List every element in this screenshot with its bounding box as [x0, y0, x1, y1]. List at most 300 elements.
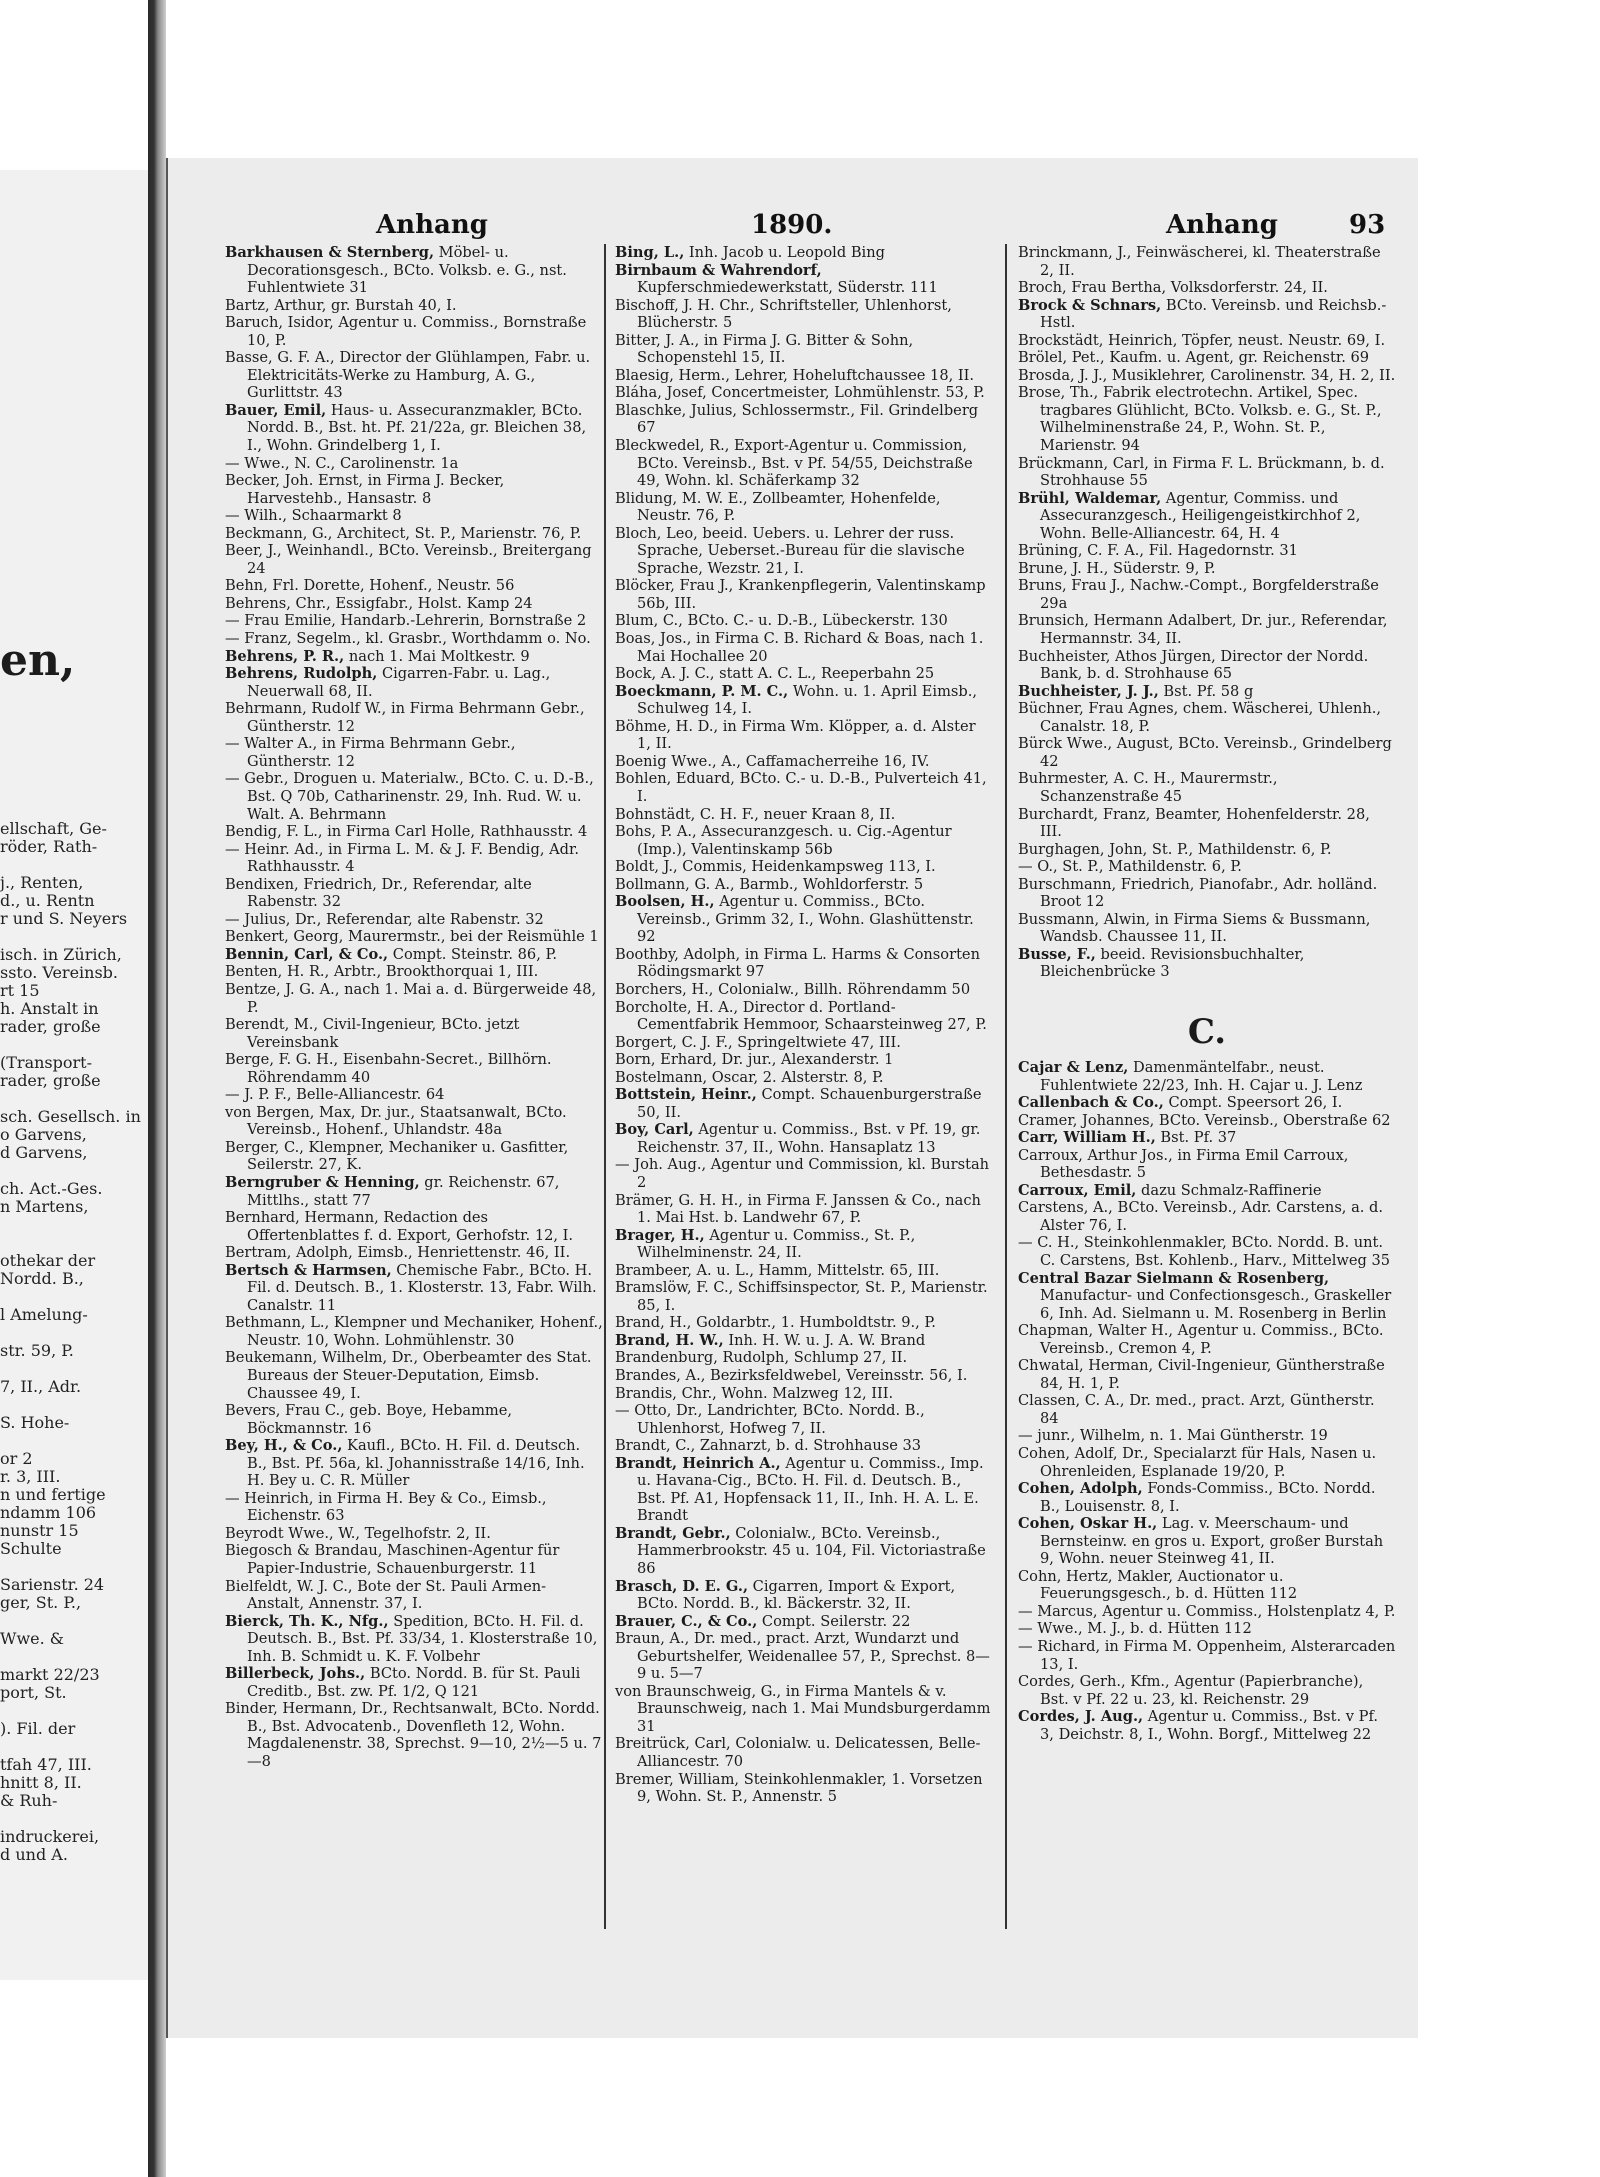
entry-text: Bielfeldt, W. J. C., Bote der St. Pauli Armen-Anstalt, Annenstr. 37, I.	[225, 1577, 547, 1613]
directory-entry	[225, 1244, 603, 1262]
directory-entry	[225, 1086, 603, 1104]
directory-entry	[615, 1192, 993, 1227]
entry-text: Cigarren, Import & Export, BCto. Nordd. B., kl. Bäckerstr. 32, II.	[637, 1577, 956, 1613]
fragment-line: isch. in Zürich,	[0, 946, 122, 964]
entry-text: — J. P. F., Belle-Alliancestr. 64	[225, 1086, 445, 1104]
directory-entry	[615, 332, 993, 367]
entry-text: Compt. Speersort 26, I.	[1163, 1094, 1343, 1112]
entry-text: Büchner, Frau Agnes, chem. Wäscherei, Uhlenh., Canalstr. 18, P.	[1018, 700, 1381, 735]
directory-entry	[225, 314, 603, 349]
directory-entry	[1018, 700, 1396, 735]
directory-entry	[225, 349, 603, 402]
page-number: 93	[1349, 210, 1386, 240]
entry-text: Blaschke, Julius, Schlossermstr., Fil. Grindelberg 67	[615, 401, 979, 437]
entry-text: Brosda, J. J., Musiklehrer, Carolinenstr. 34, H. 2, II.	[1018, 366, 1396, 384]
entry-text: Borcholte, H. A., Director d. Portland-Cementfabrik Hemmoor, Schaarsteinweg 27, P.	[615, 998, 987, 1034]
entry-text: — Franz, Segelm., kl. Grasbr., Worthdamm o. No.	[225, 630, 591, 648]
entry-name-bold: Buchheister, J. J.,	[1018, 682, 1159, 700]
book-gutter	[148, 0, 166, 2177]
entry-name-bold: Bing, L.,	[615, 244, 685, 261]
entry-text: Agentur, Commiss. und Assecuranzgesch., Heiligengeistkirchhof 2, Wohn. Belle-Alliancestr. 64, H. 4	[1040, 489, 1361, 542]
entry-text: — junr., Wilhelm, n. 1. Mai Güntherstr. 19	[1018, 1427, 1328, 1445]
entry-text: Brandenburg, Rudolph, Schlump 27, II.	[615, 1349, 908, 1367]
entry-text: gr. Reichenstr. 67, Mittlhs., statt 77	[247, 1173, 560, 1209]
entry-text: Classen, C. A., Dr. med., pract. Arzt, Güntherstr. 84	[1018, 1392, 1375, 1427]
entry-text: Bramslöw, F. C., Schiffsinspector, St. P., Marienstr. 85, I.	[615, 1279, 988, 1314]
directory-entry	[1018, 1708, 1396, 1743]
entry-text: Brölel, Pet., Kaufm. u. Agent, gr. Reichenstr. 69	[1018, 349, 1370, 367]
entry-name-bold: Brock & Schnars,	[1018, 296, 1162, 314]
directory-column-1	[225, 244, 603, 1771]
directory-entry	[615, 1367, 993, 1385]
entry-text: Brinckmann, J., Feinwäscherei, kl. Theaterstraße 2, II.	[1018, 244, 1381, 279]
entry-text: Bst. Pf. 37	[1155, 1129, 1237, 1147]
directory-entry	[615, 1630, 993, 1683]
entry-text: Brand, H., Goldarbtr., 1. Humboldtstr. 9., P.	[615, 1314, 936, 1332]
fragment-line: r. 3, III.	[0, 1468, 61, 1486]
fragment-line: d und A.	[0, 1846, 68, 1864]
directory-entry	[1018, 1445, 1396, 1480]
directory-entry	[1018, 1182, 1396, 1200]
directory-entry	[1018, 1568, 1396, 1603]
directory-entry	[615, 1613, 993, 1631]
entry-text: Brückmann, Carl, in Firma F. L. Brückmann, b. d. Strohhause 55	[1018, 454, 1385, 490]
directory-entry	[615, 1069, 993, 1087]
entry-name-bold: Boolsen, H.,	[615, 893, 715, 911]
fragment-line: rt 15	[0, 982, 40, 1000]
directory-entry	[1018, 1094, 1396, 1112]
entry-name-bold: Bottstein, Heinr.,	[615, 1086, 757, 1104]
entry-text: Broch, Frau Bertha, Volksdorferstr. 24, II.	[1018, 279, 1328, 297]
entry-text: Bollmann, G. A., Barmb., Wohldorferstr. 5	[615, 875, 924, 893]
directory-entry	[1018, 297, 1396, 332]
entry-name-bold: Carroux, Emil,	[1018, 1181, 1137, 1199]
directory-entry	[615, 981, 993, 999]
directory-entry	[615, 490, 993, 525]
entry-text: Bruns, Frau J., Nachw.-Compt., Borgfelderstraße 29a	[1018, 577, 1379, 612]
entry-text: Blum, C., BCto. C.- u. D.-B., Lübeckerstr. 130	[615, 612, 948, 630]
directory-entry	[615, 1314, 993, 1332]
entry-text: Bohs, P. A., Assecuranzgesch. u. Cig.-Agentur (Imp.), Valentinskamp 56b	[615, 823, 952, 858]
directory-entry	[225, 823, 603, 841]
entry-name-bold: Central Bazar Sielmann & Rosenberg,	[1018, 1269, 1330, 1287]
fragment-line: ch. Act.-Ges.	[0, 1180, 103, 1198]
entry-text: Bendixen, Friedrich, Dr., Referendar, alte Rabenstr. 32	[225, 875, 532, 911]
entry-text: Möbel- u. Decorationsgesch., BCto. Volksb. e. G., nst. Fuhlentwiete 31	[247, 244, 567, 297]
entry-name-bold: Berngruber & Henning,	[225, 1173, 420, 1191]
fragment-line: n Martens,	[0, 1198, 89, 1216]
entry-text: Borchers, H., Colonialw., Billh. Röhrendamm 50	[615, 980, 971, 998]
entry-text: Beyrodt Wwe., W., Tegelhofstr. 2, II.	[225, 1524, 491, 1542]
directory-entry	[225, 1542, 603, 1577]
entry-text: — Heinr. Ad., in Firma L. M. & J. F. Bendig, Adr. Rathhausstr. 4	[225, 840, 579, 876]
fragment-line: d Garvens,	[0, 1144, 88, 1162]
directory-entry	[1018, 349, 1396, 367]
directory-entry	[225, 770, 603, 823]
directory-entry	[615, 367, 993, 385]
fragment-line: Nordd. B.,	[0, 1270, 84, 1288]
directory-entry	[225, 1262, 603, 1315]
entry-text: Brandis, Chr., Wohn. Malzweg 12, III.	[615, 1384, 894, 1402]
directory-entry	[225, 1578, 603, 1613]
entry-name-bold: Bertsch & Harmsen,	[225, 1261, 392, 1279]
entry-text: Brandes, A., Bezirksfeldwebel, Vereinsstr. 56, I.	[615, 1367, 968, 1384]
entry-text: — Walter A., in Firma Behrmann Gebr., Güntherstr. 12	[225, 735, 516, 770]
entry-text: Carstens, A., BCto. Vereinsb., Adr. Carstens, a. d. Alster 76, I.	[1018, 1199, 1384, 1234]
entry-text: Bohlen, Eduard, BCto. C.- u. D.-B., Pulverteich 41, I.	[615, 770, 987, 805]
header-year: 1890.	[751, 210, 833, 240]
directory-entry	[1018, 1427, 1396, 1445]
directory-entry	[1018, 455, 1396, 490]
entry-text: Berger, C., Klempner, Mechaniker u. Gasfitter, Seilerstr. 27, K.	[225, 1138, 569, 1174]
directory-entry	[615, 1437, 993, 1455]
entry-text: Bendig, F. L., in Firma Carl Holle, Rathhausstr. 4	[225, 823, 588, 841]
directory-entry	[1018, 279, 1396, 297]
entry-text: nach 1. Mai Moltkestr. 9	[344, 647, 530, 665]
fragment-line: Schulte	[0, 1540, 62, 1558]
directory-entry	[615, 1525, 993, 1578]
entry-name-bold: Bey, H., & Co.,	[225, 1437, 343, 1455]
entry-name-bold: Carr, William H.,	[1018, 1129, 1156, 1147]
directory-entry	[225, 1016, 603, 1051]
entry-text: Beckmann, G., Architect, St. P., Marienstr. 76, P.	[225, 524, 582, 542]
entry-text: Bussmann, Alwin, in Firma Siems & Bussmann, Wandsb. Chaussee 11, II.	[1018, 910, 1371, 946]
entry-name-bold: Behrens, P. R.,	[225, 647, 345, 665]
entry-text: Agentur u. Commiss., Imp. u. Havana-Cig., BCto. H. Fil. d. Deutsch. B., Bst. Pf. A1, Hopfensack 11, II., Inh. H. A. L. E. Brandt	[637, 1454, 984, 1525]
fragment-line: ssto. Vereinsb.	[0, 964, 119, 982]
entry-text: Born, Erhard, Dr. jur., Alexanderstr. 1	[615, 1051, 894, 1069]
directory-entry	[225, 1104, 603, 1139]
entry-text: Burghagen, John, St. P., Mathildenstr. 6, P.	[1018, 840, 1332, 858]
directory-entry	[615, 384, 993, 402]
fragment-line: & Ruh-	[0, 1792, 58, 1810]
directory-entry	[225, 1613, 603, 1666]
entry-text: Colonialw., BCto. Vereinsb., Hammerbrookstr. 45 u. 104, Fil. Victoriastraße 86	[637, 1524, 986, 1578]
directory-entry	[225, 876, 603, 911]
fragment-heading: en,	[0, 635, 76, 686]
directory-entry	[225, 648, 603, 666]
fragment-line: rader, große	[0, 1018, 101, 1036]
entry-text: Brockstädt, Heinrich, Töpfer, neust. Neustr. 69, I.	[1018, 331, 1386, 349]
entry-text: — Frau Emilie, Handarb.-Lehrerin, Bornstraße 2	[225, 612, 587, 630]
directory-entry	[225, 1209, 603, 1244]
section-letter: C.	[1187, 1011, 1227, 1052]
entry-text: Bostelmann, Oscar, 2. Alsterstr. 8, P.	[615, 1068, 884, 1086]
entry-text: Bohnstädt, C. H. F., neuer Kraan 8, II.	[615, 805, 896, 823]
entry-text: Agentur u. Commiss., St. P., Wilhelminenstr. 24, II.	[637, 1226, 916, 1262]
directory-entry	[225, 402, 603, 455]
directory-entry	[615, 1262, 993, 1280]
directory-entry	[225, 1490, 603, 1525]
fragment-line: Wwe. &	[0, 1630, 65, 1648]
directory-entry	[225, 630, 603, 648]
directory-entry	[225, 963, 603, 981]
directory-entry	[1018, 1147, 1396, 1182]
entry-text: BCto. Nordd. B. für St. Pauli Creditb., Bst. zw. Pf. 1/2, Q 121	[247, 1665, 581, 1700]
entry-text: Behrmann, Rudolf W., in Firma Behrmann Gebr., Güntherstr. 12	[225, 700, 585, 735]
entry-text: Manufactur- und Confectionsgesch., Graskeller 6, Inh. Ad. Sielmann u. M. Rosenberg in Berlin	[1040, 1287, 1392, 1322]
entry-text: von Bergen, Max, Dr. jur., Staatsanwalt, BCto. Vereinsb., Hohenf., Uhlandstr. 48a	[225, 1103, 567, 1139]
directory-entry	[615, 683, 993, 718]
entry-text: — Julius, Dr., Referendar, alte Rabenstr. 32	[225, 910, 544, 928]
entry-text: Bremer, William, Steinkohlenmakler, 1. Vorsetzen 9, Wohn. St. P., Annenstr. 5	[615, 1770, 983, 1806]
column-rule	[604, 244, 606, 1929]
entry-text: Chemische Fabr., BCto. H. Fil. d. Deutsch. B., 1. Klosterstr. 13, Fabr. Wilh. Canalstr. 11	[247, 1261, 597, 1314]
entry-name-bold: Behrens, Rudolph,	[225, 665, 378, 683]
entry-text: Baruch, Isidor, Agentur u. Commiss., Bornstraße 10, P.	[225, 314, 587, 349]
directory-entry	[1018, 683, 1396, 701]
directory-entry	[1018, 560, 1396, 578]
directory-entry	[1018, 542, 1396, 560]
directory-entry	[225, 735, 603, 770]
directory-entry	[1018, 1234, 1396, 1269]
entry-text: Brambeer, A. u. L., Hamm, Mittelstr. 65, III.	[615, 1261, 940, 1279]
entry-text: Fonds-Commiss., BCto. Nordd. B., Louisenstr. 8, I.	[1040, 1480, 1376, 1515]
entry-text: — Marcus, Agentur u. Commiss., Holstenplatz 4, P.	[1018, 1602, 1396, 1620]
entry-text: Bischoff, J. H. Chr., Schriftsteller, Uhlenhorst, Blücherstr. 5	[615, 296, 952, 332]
fragment-line: port, St.	[0, 1684, 67, 1702]
entry-name-bold: Boy, Carl,	[615, 1121, 694, 1139]
directory-entry	[1018, 841, 1396, 859]
entry-text: Damenmäntelfabr., neust. Fuhlentwiete 22/23, Inh. H. Cajar u. J. Lenz	[1040, 1058, 1363, 1094]
directory-entry	[615, 1279, 993, 1314]
entry-text: Brandt, C., Zahnarzt, b. d. Strohhause 33	[615, 1437, 922, 1455]
directory-entry	[1018, 612, 1396, 647]
directory-entry	[1018, 1673, 1396, 1708]
directory-entry	[225, 1437, 603, 1490]
entry-text: Burchardt, Franz, Beamter, Hohenfelderstr. 28, III.	[1018, 805, 1370, 841]
entry-text: Wohn. u. 1. April Eimsb., Schulweg 14, I.	[637, 682, 978, 718]
entry-text: — Richard, in Firma M. Oppenheim, Alsterarcaden 13, I.	[1018, 1638, 1396, 1673]
entry-name-bold: Bauer, Emil,	[225, 401, 327, 419]
directory-entry	[615, 770, 993, 805]
directory-entry	[225, 472, 603, 507]
directory-entry	[615, 1121, 993, 1156]
entry-text: Boas, Jos., in Firma C. B. Richard & Boas, nach 1. Mai Hochallee 20	[615, 630, 984, 665]
entry-name-bold: Brand, H. W.,	[615, 1331, 724, 1349]
entry-name-bold: Billerbeck, Johs.,	[225, 1665, 366, 1683]
entry-name-bold: Brandt, Heinrich A.,	[615, 1454, 781, 1472]
entry-text: Boldt, J., Commis, Heidenkampsweg 113, I.	[615, 858, 936, 876]
directory-entry	[1018, 1638, 1396, 1673]
entry-text: Kaufl., BCto. H. Fil. d. Deutsch. B., Bst. Pf. 56a, kl. Johannisstraße 14/16, Inh. H. Bey u. C. R. Müller	[247, 1437, 585, 1490]
entry-text: Cordes, Gerh., Kfm., Agentur (Papierbranche), Bst. v Pf. 22 u. 23, kl. Reichenstr. 29	[1018, 1673, 1364, 1708]
directory-entry	[1018, 244, 1396, 279]
entry-text: Agentur u. Commiss., Bst. v Pf. 3, Deichstr. 8, I., Wohn. Borgf., Mittelweg 22	[1040, 1708, 1379, 1743]
entry-text: Inh. Jacob u. Leopold Bing	[684, 244, 885, 261]
entry-text: Bst. Pf. 58 g	[1158, 682, 1254, 700]
directory-entry	[1018, 332, 1396, 350]
fragment-line: markt 22/23	[0, 1666, 100, 1684]
entry-text: Binder, Hermann, Dr., Rechtsanwalt, BCto. Nordd. B., Bst. Advocatenb., Dovenfleth 12, Wohn. Magdalenenstr. 38, Sprechst. 9—10, 2½—5 u. 7—8	[225, 1700, 602, 1771]
directory-entry	[225, 1525, 603, 1543]
directory-entry	[225, 455, 603, 473]
directory-entry	[1018, 367, 1396, 385]
directory-entry	[615, 806, 993, 824]
entry-text: Becker, Joh. Ernst, in Firma J. Becker, Harvestehb., Hansastr. 8	[225, 472, 505, 507]
directory-entry	[225, 911, 603, 929]
directory-entry	[615, 1455, 993, 1525]
directory-entry	[225, 700, 603, 735]
directory-entry	[615, 244, 993, 262]
entry-name-bold: Birnbaum & Wahrendorf,	[615, 261, 822, 279]
entry-text: Beukemann, Wilhelm, Dr., Oberbeamter des Stat. Bureaus der Steuer-Deputation, Eimsb. Chaussee 49, I.	[225, 1349, 592, 1402]
entry-name-bold: Bierck, Th. K., Nfg.,	[225, 1612, 389, 1630]
fragment-line: n und fertige	[0, 1486, 106, 1504]
directory-entry	[225, 1174, 603, 1209]
fragment-line: (Transport-	[0, 1054, 92, 1072]
entry-text: Bertram, Adolph, Eimsb., Henriettenstr. 46, II.	[225, 1244, 571, 1262]
entry-text: Basse, G. F. A., Director der Glühlampen, Fabr. u. Elektricitäts-Werke zu Hamburg, A. G., Gurlittstr. 43	[225, 349, 591, 402]
entry-text: Boenig Wwe., A., Caffamacherreihe 16, IV.	[615, 752, 930, 770]
fragment-line: 7, II., Adr.	[0, 1378, 82, 1396]
directory-entry	[1018, 911, 1396, 946]
entry-text: Benkert, Georg, Maurermstr., bei der Reismühle 1	[225, 928, 599, 946]
entry-text: Buchheister, Athos Jürgen, Director der Nordd. Bank, b. d. Strohhause 65	[1018, 647, 1369, 683]
fragment-line: ger, St. P.,	[0, 1594, 82, 1612]
fragment-line: hnitt 8, II.	[0, 1774, 82, 1792]
entry-text: — Gebr., Droguen u. Materialw., BCto. C. u. D.-B., Bst. Q 70b, Catharinenstr. 29, Inh. Rud. W. u. Walt. A. Behrmann	[225, 770, 594, 823]
entry-text: beeid. Revisionsbuchhalter, Bleichenbrücke 3	[1040, 945, 1305, 981]
entry-text: Bethmann, L., Klempner und Mechaniker, Hohenf., Neustr. 10, Wohn. Lohmühlenstr. 30	[225, 1314, 603, 1349]
directory-entry	[225, 1139, 603, 1174]
directory-entry	[1018, 1357, 1396, 1392]
entry-text: Blöcker, Frau J., Krankenpflegerin, Valentinskamp 56b, III.	[615, 577, 986, 612]
directory-entry	[615, 437, 993, 490]
fragment-line: o Garvens,	[0, 1126, 87, 1144]
directory-entry	[1018, 1112, 1396, 1130]
fragment-line: ellschaft, Ge-	[0, 820, 107, 838]
directory-entry	[1018, 1392, 1396, 1427]
entry-text: Cohn, Hertz, Makler, Auctionator u. Feuerungsgesch., b. d. Hütten 112	[1018, 1567, 1298, 1603]
entry-text: Spedition, BCto. H. Fil. d. Deutsch. B., Bst. Pf. 33/34, 1. Klosterstraße 10, Inh. B. Schmidt u. K. F. Volbehr	[247, 1612, 598, 1665]
directory-entry	[1018, 648, 1396, 683]
directory-entry	[615, 1156, 993, 1191]
fragment-line: ). Fil. der	[0, 1720, 76, 1738]
entry-name-bold: Cohen, Adolph,	[1018, 1480, 1143, 1498]
entry-name-bold: Barkhausen & Sternberg,	[225, 244, 435, 261]
fragment-line: d., u. Rentn	[0, 892, 95, 910]
entry-text: Braun, A., Dr. med., pract. Arzt, Wundarzt und Geburtshelfer, Weidenallee 57, P., Sprechst. 8—9 u. 5—7	[615, 1630, 990, 1683]
directory-entry	[225, 981, 603, 1016]
fragment-line: S. Hohe-	[0, 1414, 70, 1432]
entry-text: BCto. Vereinsb. und Reichsb.-Hstl.	[1040, 296, 1387, 332]
entry-name-bold: Cohen, Oskar H.,	[1018, 1515, 1158, 1533]
entry-text: — Otto, Dr., Landrichter, BCto. Nordd. B., Uhlenhorst, Hofweg 7, II.	[615, 1402, 925, 1437]
entry-text: dazu Schmalz-Raffinerie	[1136, 1181, 1322, 1199]
directory-entry	[615, 665, 993, 683]
fragment-line: ndamm 106	[0, 1504, 97, 1522]
directory-entry	[1018, 384, 1396, 454]
entry-text: Bentze, J. G. A., nach 1. Mai a. d. Bürgerweide 48, P.	[225, 980, 597, 1016]
directory-entry	[1018, 806, 1396, 841]
entry-text: Brämer, G. H. H., in Firma F. Janssen & Co., nach 1. Mai Hst. b. Landwehr 67, P.	[615, 1191, 981, 1227]
entry-text: — Wwe., M. J., b. d. Hütten 112	[1018, 1620, 1252, 1638]
entry-text: Berendt, M., Civil-Ingenieur, BCto. jetzt Vereinsbank	[225, 1016, 520, 1051]
entry-text: Breitrück, Carl, Colonialw. u. Delicatessen, Belle-Alliancestr. 70	[615, 1735, 981, 1771]
directory-entry	[225, 577, 603, 595]
entry-text: Biegosch & Brandau, Maschinen-Agentur für Papier-Industrie, Schauenburgerstr. 11	[225, 1542, 560, 1578]
directory-entry	[1018, 490, 1396, 543]
entry-text: Bernhard, Hermann, Redaction des Offertenblattes f. d. Export, Gerhofstr. 12, I.	[225, 1209, 574, 1244]
entry-text: — Wwe., N. C., Carolinenstr. 1a	[225, 454, 459, 472]
fragment-line: rader, große	[0, 1072, 101, 1090]
entry-text: Behn, Frl. Dorette, Hohenf., Neustr. 56	[225, 577, 515, 595]
directory-entry	[1018, 1620, 1396, 1638]
entry-text: — O., St. P., Mathildenstr. 6, P.	[1018, 858, 1242, 876]
entry-text: Bevers, Frau C., geb. Boye, Hebamme, Böckmannstr. 16	[225, 1402, 513, 1437]
directory-entry	[225, 1665, 603, 1700]
directory-entry	[225, 244, 603, 297]
directory-entry	[1018, 1059, 1396, 1094]
directory-entry	[615, 823, 993, 858]
entry-text: Haus- u. Assecuranzmakler, BCto. Nordd. B., Bst. ht. Pf. 21/22a, gr. Bleichen 38, I., Wohn. Grindelberg 1, I.	[247, 401, 587, 455]
directory-entry	[615, 1735, 993, 1770]
directory-entry	[225, 1349, 603, 1402]
directory-entry	[225, 1700, 603, 1770]
directory-entry	[1018, 1515, 1396, 1568]
directory-entry	[1018, 735, 1396, 770]
fragment-line: sch. Gesellsch. in	[0, 1108, 141, 1126]
entry-text: Brunsich, Hermann Adalbert, Dr. jur., Referendar, Hermannstr. 34, II.	[1018, 612, 1388, 648]
entry-text: Kupferschmiedewerkstatt, Süderstr. 111	[637, 279, 938, 297]
entry-text: — Wilh., Schaarmarkt 8	[225, 507, 402, 525]
directory-entry	[1018, 876, 1396, 911]
directory-entry	[615, 1051, 993, 1069]
entry-text: Bartz, Arthur, gr. Burstah 40, I.	[225, 296, 457, 314]
directory-entry	[225, 841, 603, 876]
entry-text: Borgert, C. J. F., Springeltwiete 47, III.	[615, 1033, 901, 1051]
entry-text: Beer, J., Weinhandl., BCto. Vereinsb., Breitergang 24	[225, 542, 592, 577]
entry-name-bold: Busse, F.,	[1018, 945, 1096, 963]
directory-entry	[615, 1332, 993, 1350]
fragment-line: l Amelung-	[0, 1306, 88, 1324]
entry-name-bold: Brasch, D. E. G.,	[615, 1577, 749, 1595]
directory-entry	[1018, 1270, 1396, 1323]
directory-entry	[225, 542, 603, 577]
directory-entry	[1018, 1199, 1396, 1234]
entry-text: Benten, H. R., Arbtr., Brookthorquai 1, III.	[225, 963, 539, 981]
directory-entry	[1018, 946, 1396, 981]
entry-text: Chapman, Walter H., Agentur u. Commiss., BCto. Vereinsb., Cremon 4, P.	[1018, 1322, 1384, 1357]
entry-text: Bloch, Leo, beeid. Uebers. u. Lehrer der russ. Sprache, Ueberset.-Bureau für die slavische Sprache, Wezstr. 21, I.	[615, 524, 965, 577]
entry-text: Cramer, Johannes, BCto. Vereinsb., Oberstraße 62	[1018, 1111, 1391, 1129]
entry-name-bold: Brühl, Waldemar,	[1018, 489, 1162, 507]
fragment-line: str. 59, P.	[0, 1342, 74, 1360]
entry-text: Lag. v. Meerschaum- und Bernsteinw. en gros u. Export, großer Burstah 9, Wohn. neuer Steinweg 41, II.	[1040, 1515, 1384, 1568]
fragment-line: nunstr 15	[0, 1522, 79, 1540]
entry-text: Bock, A. J. C., statt A. C. L., Reeperbahn 25	[615, 665, 935, 683]
entry-name-bold: Cordes, J. Aug.,	[1018, 1708, 1144, 1726]
entry-text: Agentur u. Commiss., Bst. v Pf. 19, gr. Reichenstr. 37, II., Wohn. Hansaplatz 13	[637, 1121, 981, 1156]
directory-entry	[225, 297, 603, 315]
entry-name-bold: Callenbach & Co.,	[1018, 1094, 1164, 1112]
running-head	[226, 210, 1391, 244]
directory-entry	[615, 858, 993, 876]
directory-entry	[615, 1086, 993, 1121]
directory-entry	[615, 612, 993, 630]
entry-name-bold: Brager, H.,	[615, 1226, 705, 1244]
fragment-line: indruckerei,	[0, 1828, 100, 1846]
directory-entry	[225, 1314, 603, 1349]
fragment-line: or 2	[0, 1450, 33, 1468]
directory-entry	[225, 1051, 603, 1086]
entry-text: Agentur u. Commiss., BCto. Vereinsb., Grimm 32, I., Wohn. Glashüttenstr. 92	[637, 893, 974, 946]
directory-entry	[1018, 1322, 1396, 1357]
fragment-line: tfah 47, III.	[0, 1756, 92, 1774]
directory-entry	[615, 1349, 993, 1367]
directory-entry	[615, 893, 993, 946]
